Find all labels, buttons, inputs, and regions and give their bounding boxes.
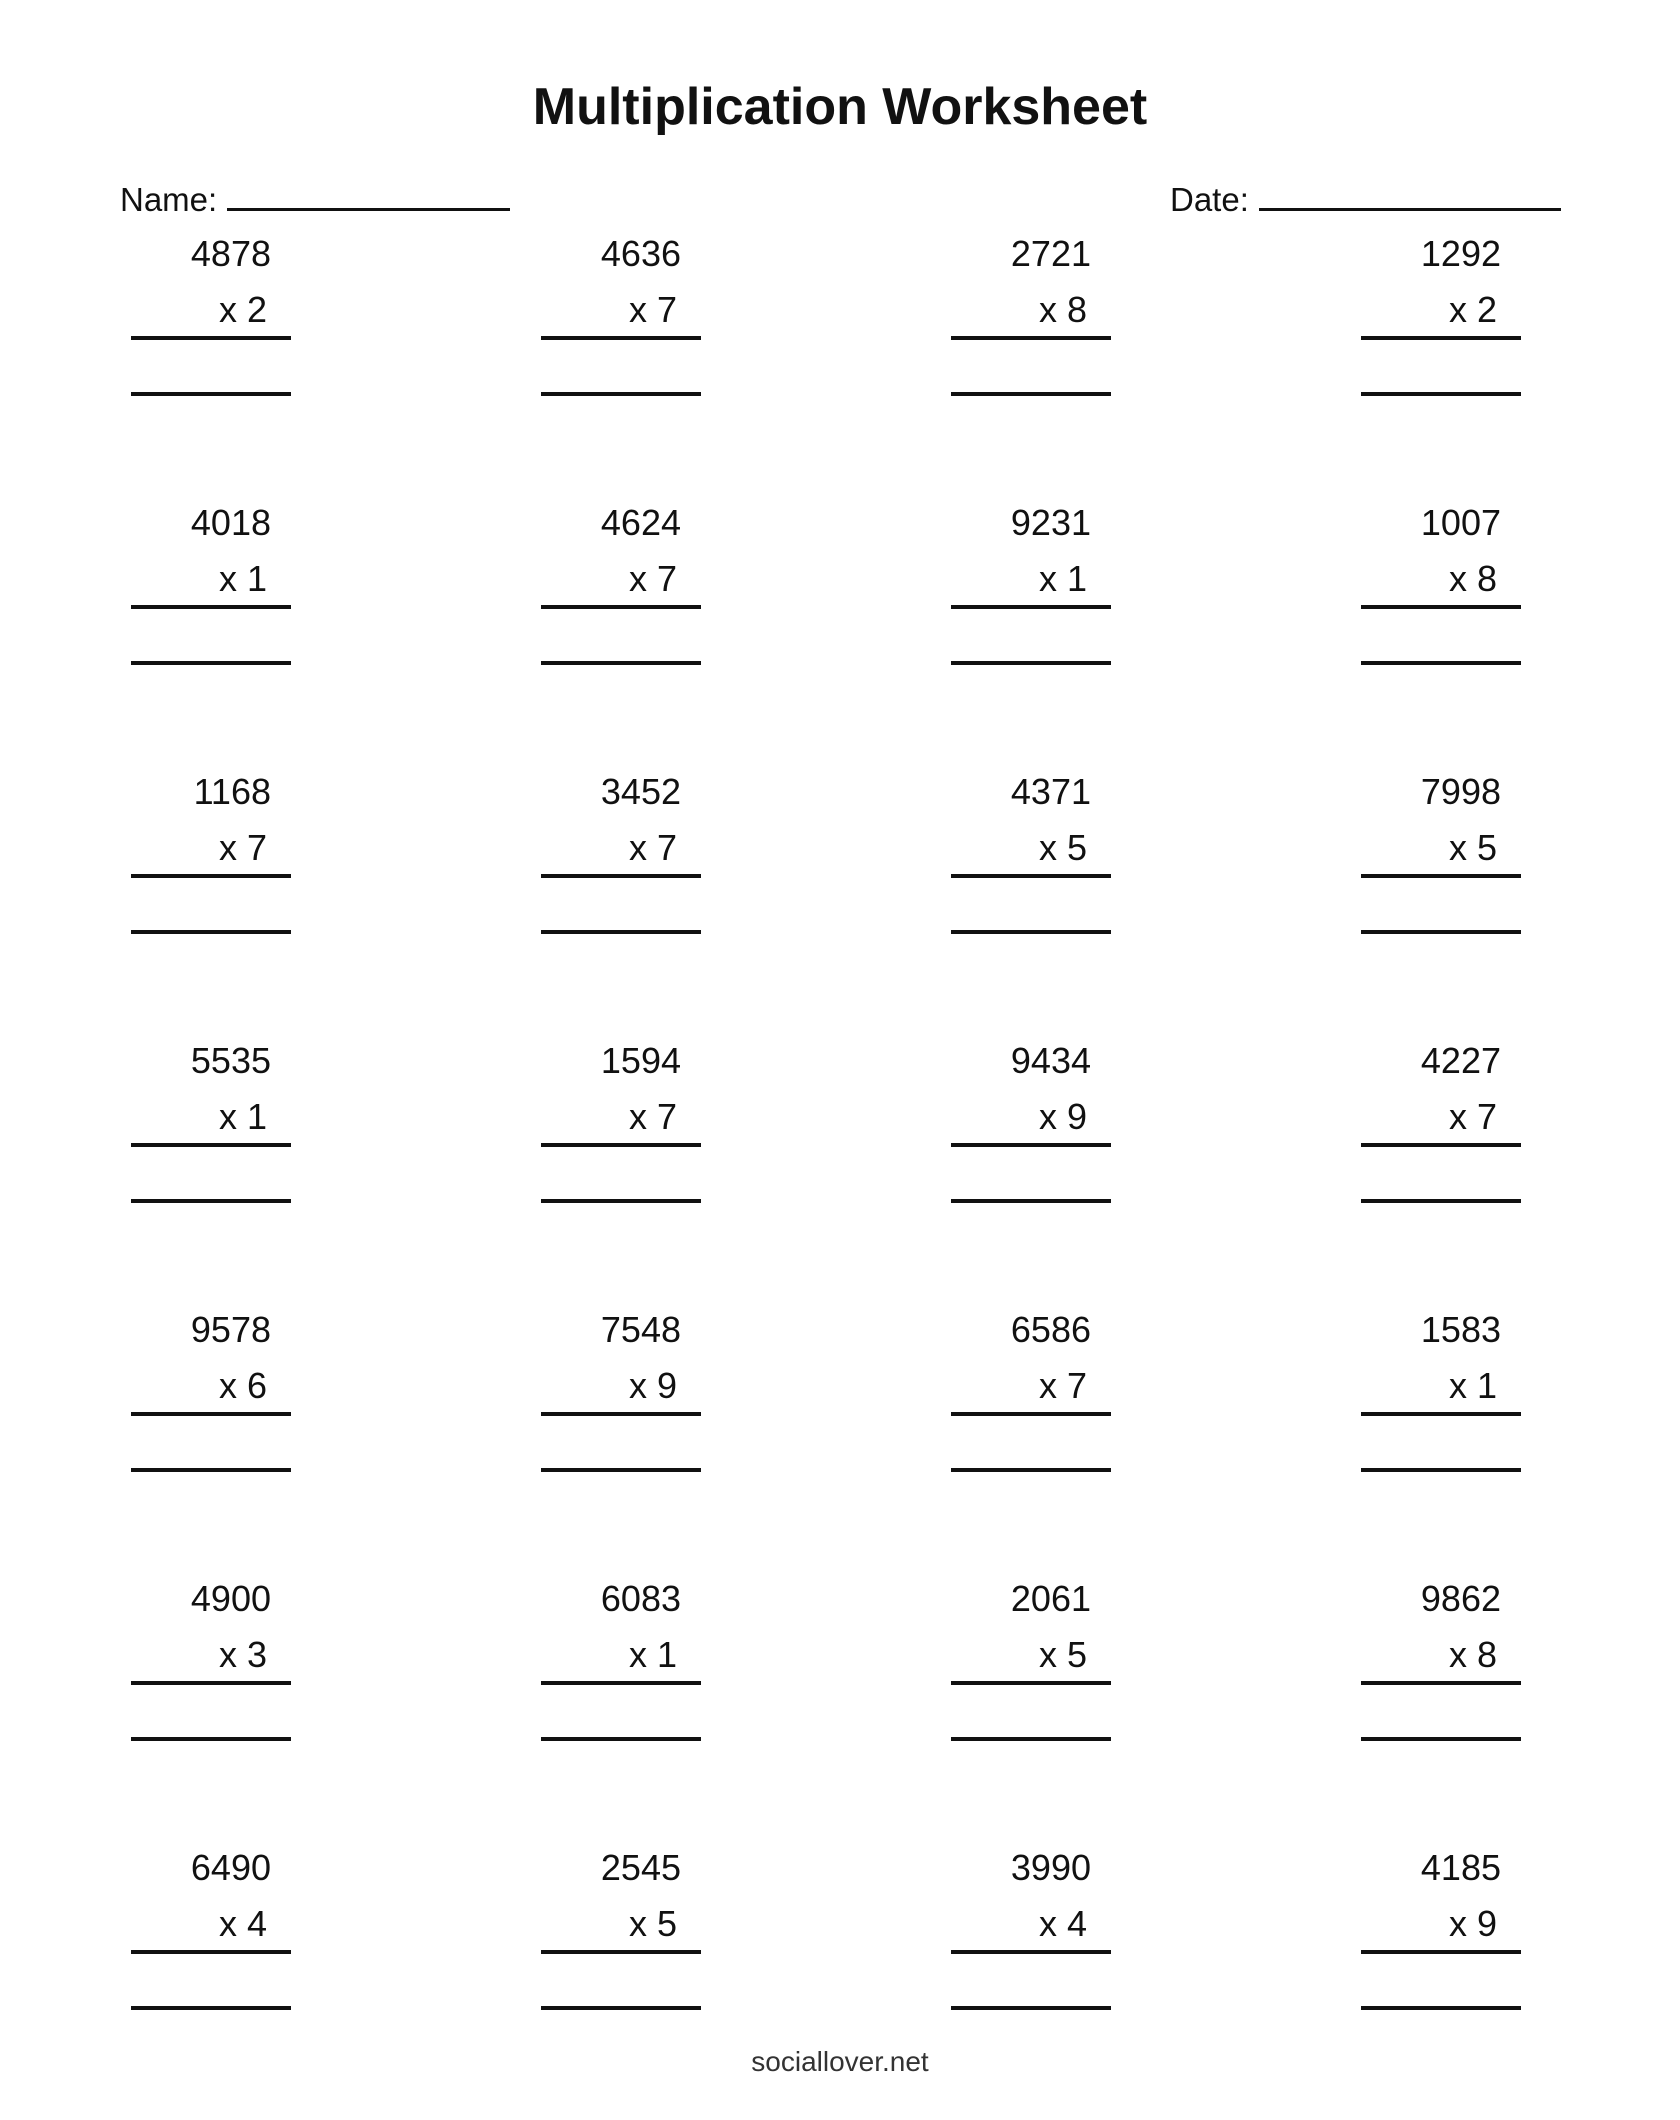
multiplier: x 1 [1448, 1365, 1497, 1406]
problem-1-4 [1361, 232, 1521, 412]
page-title: Multiplication Worksheet [532, 78, 1148, 136]
multiplicand: 4018 [190, 502, 271, 543]
problem-3-1 [131, 770, 291, 950]
product-rule [131, 1412, 291, 1416]
problem-7-1 [131, 1846, 291, 2026]
product-rule [131, 1681, 291, 1685]
answer-line[interactable] [131, 2006, 291, 2010]
product-rule [951, 605, 1111, 609]
problem-5-4 [1361, 1308, 1521, 1488]
problem-5-3 [951, 1308, 1111, 1488]
multiplicand: 9862 [1420, 1578, 1501, 1619]
multiplicand: 4900 [190, 1578, 271, 1619]
multiplier: x 5 [1038, 827, 1087, 868]
multiplicand: 4371 [1010, 771, 1091, 812]
answer-line[interactable] [1361, 661, 1521, 665]
problem-5-2 [541, 1308, 701, 1488]
problem-7-3 [951, 1846, 1111, 2026]
product-rule [131, 874, 291, 878]
multiplicand: 9578 [190, 1309, 271, 1350]
product-rule [1361, 605, 1521, 609]
product-rule [1361, 1681, 1521, 1685]
date-field[interactable] [1170, 172, 1561, 224]
answer-line[interactable] [541, 392, 701, 396]
footer-site: sociallover.net [751, 2046, 929, 2077]
multiplier: x 7 [1038, 1365, 1087, 1406]
multiplier: x 1 [218, 1096, 267, 1137]
multiplicand: 1594 [600, 1040, 681, 1081]
answer-line[interactable] [1361, 1468, 1521, 1472]
product-rule [1361, 1143, 1521, 1147]
multiplicand: 4878 [190, 233, 271, 274]
answer-line[interactable] [951, 661, 1111, 665]
product-rule [541, 1681, 701, 1685]
date-blank-line[interactable] [1259, 172, 1561, 211]
product-rule [541, 1412, 701, 1416]
problem-7-4 [1361, 1846, 1521, 2026]
answer-line[interactable] [541, 1737, 701, 1741]
product-rule [951, 1143, 1111, 1147]
multiplier: x 5 [1448, 827, 1497, 868]
answer-line[interactable] [541, 661, 701, 665]
multiplicand: 4624 [600, 502, 681, 543]
multiplier: x 5 [1038, 1634, 1087, 1675]
problem-4-2 [541, 1039, 701, 1219]
multiplier: x 7 [218, 827, 267, 868]
multiplier: x 9 [1038, 1096, 1087, 1137]
product-rule [951, 1412, 1111, 1416]
answer-line[interactable] [131, 1737, 291, 1741]
multiplicand: 2061 [1010, 1578, 1091, 1619]
answer-line[interactable] [131, 1199, 291, 1203]
product-rule [131, 605, 291, 609]
product-rule [541, 336, 701, 340]
product-rule [541, 1143, 701, 1147]
multiplier: x 5 [628, 1903, 677, 1944]
problem-6-1 [131, 1577, 291, 1757]
answer-line[interactable] [1361, 2006, 1521, 2010]
problem-4-3 [951, 1039, 1111, 1219]
multiplier: x 9 [628, 1365, 677, 1406]
product-rule [541, 874, 701, 878]
multiplicand: 6490 [190, 1847, 271, 1888]
product-rule [951, 874, 1111, 878]
answer-line[interactable] [131, 1468, 291, 1472]
problem-7-2 [541, 1846, 701, 2026]
name-blank-line[interactable] [227, 172, 510, 211]
multiplier: x 2 [218, 289, 267, 330]
product-rule [1361, 1950, 1521, 1954]
product-rule [1361, 1412, 1521, 1416]
multiplicand: 9434 [1010, 1040, 1091, 1081]
problem-3-2 [541, 770, 701, 950]
multiplicand: 3452 [600, 771, 681, 812]
answer-line[interactable] [1361, 1737, 1521, 1741]
multiplicand: 4185 [1420, 1847, 1501, 1888]
multiplicand: 6083 [600, 1578, 681, 1619]
answer-line[interactable] [951, 392, 1111, 396]
multiplicand: 1168 [193, 771, 271, 812]
multiplicand: 1583 [1420, 1309, 1501, 1350]
multiplier: x 6 [218, 1365, 267, 1406]
answer-line[interactable] [951, 1737, 1111, 1741]
product-rule [541, 605, 701, 609]
answer-line[interactable] [1361, 1199, 1521, 1203]
problem-2-4 [1361, 501, 1521, 681]
problem-4-1 [131, 1039, 291, 1219]
problem-3-4 [1361, 770, 1521, 950]
problem-6-4 [1361, 1577, 1521, 1757]
problem-2-2 [541, 501, 701, 681]
product-rule [951, 1950, 1111, 1954]
multiplier: x 8 [1038, 289, 1087, 330]
multiplicand: 4227 [1420, 1040, 1501, 1081]
multiplicand: 6586 [1010, 1309, 1091, 1350]
problem-4-4 [1361, 1039, 1521, 1219]
product-rule [131, 1950, 291, 1954]
multiplier: x 3 [218, 1634, 267, 1675]
multiplicand: 5535 [190, 1040, 271, 1081]
answer-line[interactable] [131, 661, 291, 665]
problem-2-1 [131, 501, 291, 681]
problem-1-2 [541, 232, 701, 412]
multiplier: x 7 [628, 558, 677, 599]
answer-line[interactable] [131, 930, 291, 934]
answer-line[interactable] [951, 2006, 1111, 2010]
multiplier: x 8 [1448, 1634, 1497, 1675]
date-label: Date: [1170, 181, 1249, 218]
multiplicand: 2545 [600, 1847, 681, 1888]
name-field[interactable] [120, 172, 510, 224]
product-rule [951, 1681, 1111, 1685]
answer-line[interactable] [541, 1468, 701, 1472]
multiplier: x 7 [1448, 1096, 1497, 1137]
problem-1-3 [951, 232, 1111, 412]
multiplier: x 7 [628, 289, 677, 330]
multiplicand: 1292 [1420, 233, 1501, 274]
multiplier: x 7 [628, 827, 677, 868]
multiplier: x 8 [1448, 558, 1497, 599]
product-rule [951, 336, 1111, 340]
answer-line[interactable] [1361, 392, 1521, 396]
multiplier: x 2 [1448, 289, 1497, 330]
answer-line[interactable] [541, 2006, 701, 2010]
multiplicand: 3990 [1010, 1847, 1091, 1888]
multiplicand: 9231 [1010, 502, 1091, 543]
product-rule [131, 336, 291, 340]
product-rule [541, 1950, 701, 1954]
multiplicand: 4636 [600, 233, 681, 274]
answer-line[interactable] [951, 1468, 1111, 1472]
problem-6-3 [951, 1577, 1111, 1757]
answer-line[interactable] [541, 930, 701, 934]
product-rule [1361, 336, 1521, 340]
answer-line[interactable] [951, 930, 1111, 934]
multiplier: x 1 [218, 558, 267, 599]
answer-line[interactable] [1361, 930, 1521, 934]
multiplier: x 4 [218, 1903, 267, 1944]
problem-5-1 [131, 1308, 291, 1488]
multiplier: x 9 [1448, 1903, 1497, 1944]
answer-line[interactable] [951, 1199, 1111, 1203]
product-rule [131, 1143, 291, 1147]
multiplier: x 1 [1038, 558, 1087, 599]
multiplicand: 1007 [1420, 502, 1501, 543]
multiplicand: 7998 [1420, 771, 1501, 812]
multiplier: x 4 [1038, 1903, 1087, 1944]
problem-3-3 [951, 770, 1111, 950]
multiplier: x 7 [628, 1096, 677, 1137]
answer-line[interactable] [541, 1199, 701, 1203]
answer-line[interactable] [131, 392, 291, 396]
problem-1-1 [131, 232, 291, 412]
multiplier: x 1 [628, 1634, 677, 1675]
multiplicand: 7548 [600, 1309, 681, 1350]
problem-6-2 [541, 1577, 701, 1757]
name-label: Name: [120, 181, 218, 218]
problem-2-3 [951, 501, 1111, 681]
product-rule [1361, 874, 1521, 878]
multiplicand: 2721 [1010, 233, 1091, 274]
